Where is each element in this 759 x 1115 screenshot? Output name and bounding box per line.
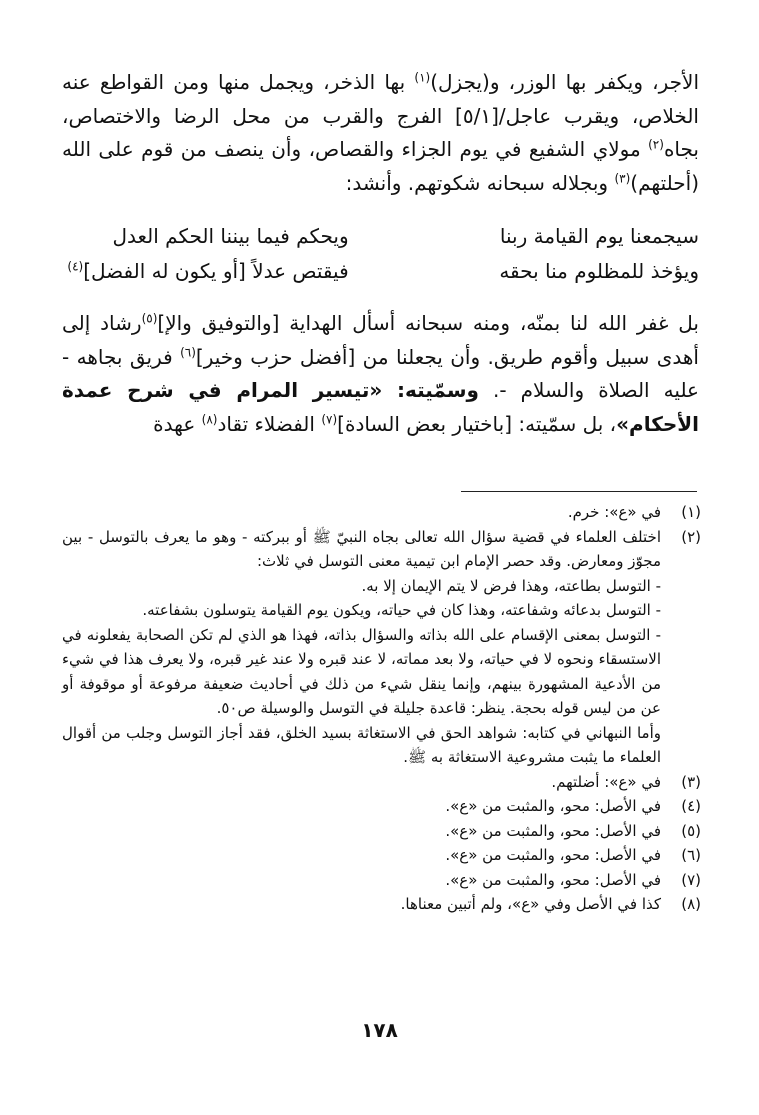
footnote-number: (٧) (681, 870, 701, 889)
text-span: بها الذخر، ويجمل منها ومن القواطع عنه الخلاص، ويقرب عاجل/[٥/١] الفرج والقرب من محل الرضا والاختصاص، بجاه (62, 70, 699, 161)
footnote-number: (٤) (681, 797, 701, 815)
footnote-8 (62, 892, 701, 917)
footnotes (62, 500, 701, 917)
footnote-number: (٣) (681, 772, 701, 791)
footnote-text: في «ع»: خرم. (567, 503, 661, 521)
text-span: مولاي الشفيع في يوم الجزاء والقصاص، وأن ينصف من قوم على الله (أحلتهم) (62, 137, 699, 195)
main-text (62, 66, 699, 441)
footnote-5 (62, 819, 701, 844)
footnote-line: وأما النبهاني في كتابه: شواهد الحق في الاستغاثة بسيد الخلق، فقد أجاز التوسل وجلب من أقوال العلماء ما يثبت مشروعية الاستغاثة به ﷺ. (62, 723, 661, 766)
text-span: فيقتص عدلاً [أو يكون له الفضل] (83, 259, 349, 283)
book-title: وسمّيته: «تيسير المرام في شرح عمدة الأحكام» (62, 378, 699, 436)
footnote-line: - التوسل بطاعته، وهذا فرض لا يتم الإيمان إلا به. (361, 576, 661, 595)
footnote-text: في «ع»: أضلتهم. (551, 772, 661, 791)
footnote-ref-5[interactable]: (٥) (141, 311, 158, 326)
footnote-text (62, 525, 661, 770)
footnote-number: (٥) (681, 821, 701, 840)
footnote-1 (62, 500, 701, 525)
footnote-line: اختلف العلماء في قضية سؤال الله تعالى بجاه النبيّ ﷺ أو ببركته - وهو ما يعرف بالتوسل - بين مجوّز ومعارض. وقد حصر الإمام ابن تيمية معنى التوسل في ثلاث: (62, 527, 661, 570)
footnote-number: (٦) (681, 846, 701, 864)
text-span: ، بل سمّيته: [باختيار بعض السادة] (337, 411, 617, 436)
text-span: وبجلاله سبحانه شكوتهم. وأنشد: (345, 170, 615, 195)
text-span: رشاد إلى أهدى سبيل وأقوم طريق. وأن يجعلنا من [أفضل حزب وخير] (62, 311, 699, 369)
verse-hemistich: ويحكم فيما بيننا الحكم العدل (112, 224, 349, 248)
footnote-7 (62, 868, 701, 893)
footnote-number: (٨) (681, 895, 701, 913)
footnote-ref-7[interactable]: (٧) (321, 411, 338, 426)
footnote-4 (62, 794, 701, 819)
verse-line-2 (62, 254, 699, 289)
footnote-ref-6[interactable]: (٦) (180, 344, 196, 359)
verse-hemistich: سيجمعنا يوم القيامة ربنا (499, 224, 699, 248)
footnote-ref-1[interactable]: (١) (414, 70, 431, 85)
footnote-number: (١) (681, 503, 701, 521)
footnote-3 (62, 770, 701, 795)
footnote-text: في الأصل: محو، والمثبت من «ع». (445, 821, 661, 840)
footnote-ref-2[interactable]: (٢) (648, 137, 664, 152)
footnote-text: كذا في الأصل وفي «ع»، ولم أتبين معناها. (400, 895, 661, 913)
text-span: فريق بجاهه - عليه الصلاة والسلام -. (62, 344, 699, 402)
paragraph-1 (62, 66, 699, 200)
text-span: الأجر، ويكفر بها الوزر، و(يجزل) (430, 70, 699, 94)
poetry-verse (62, 219, 699, 289)
text-span: عهدة (153, 411, 202, 436)
verse-hemistich: ويؤخذ للمظلوم منا بحقه (499, 259, 699, 283)
footnote-line: - التوسل بدعائه وشفاعته، وهذا كان في حياته، ويكون يوم القيامة يتوسلون بشفاعته. (142, 601, 661, 619)
footnote-line: - التوسل بمعنى الإقسام على الله بذاته والسؤال بذاته، فهذا هو الذي لم تكن الصحابة يفعلونه في الاستسقاء ونحوه لا في حياته، ولا بعد مماته، لا عند قبره ولا عند غير قبره، ولا يعرف هذا في شيء من الأدعية المشهورة بينهم، وإنما ينقل شيء من ذلك في أحاديث ضعيفة مرفوعة أو موقوفة أو عن من ليس قوله بحجة. ينظر: قاعدة جليلة في التوسل والوسيلة ص٥٠. (62, 625, 661, 717)
footnote-text: في الأصل: محو، والمثبت من «ع». (445, 846, 661, 864)
footnote-separator (461, 491, 697, 492)
text-span: الفضلاء تقاد (217, 411, 322, 436)
footnote-text: في الأصل: محو، والمثبت من «ع». (445, 797, 661, 815)
footnote-ref-3[interactable]: (٣) (614, 170, 631, 185)
verse-hemistich (62, 254, 349, 289)
paragraph-2 (62, 307, 699, 441)
footnote-number: (٢) (681, 527, 701, 546)
footnote-text: في الأصل: محو، والمثبت من «ع». (445, 870, 661, 889)
footnote-2 (62, 525, 701, 770)
footnote-6 (62, 843, 701, 868)
text-span: بل غفر الله لنا بمنّه، ومنه سبحانه أسأل الهداية [والتوفيق والإ] (157, 311, 699, 335)
footnote-ref-8[interactable]: (٨) (201, 411, 218, 426)
verse-line-1 (62, 219, 699, 254)
page-number: ١٧٨ (361, 1018, 398, 1042)
footnote-ref-4[interactable]: (٤) (67, 259, 84, 274)
